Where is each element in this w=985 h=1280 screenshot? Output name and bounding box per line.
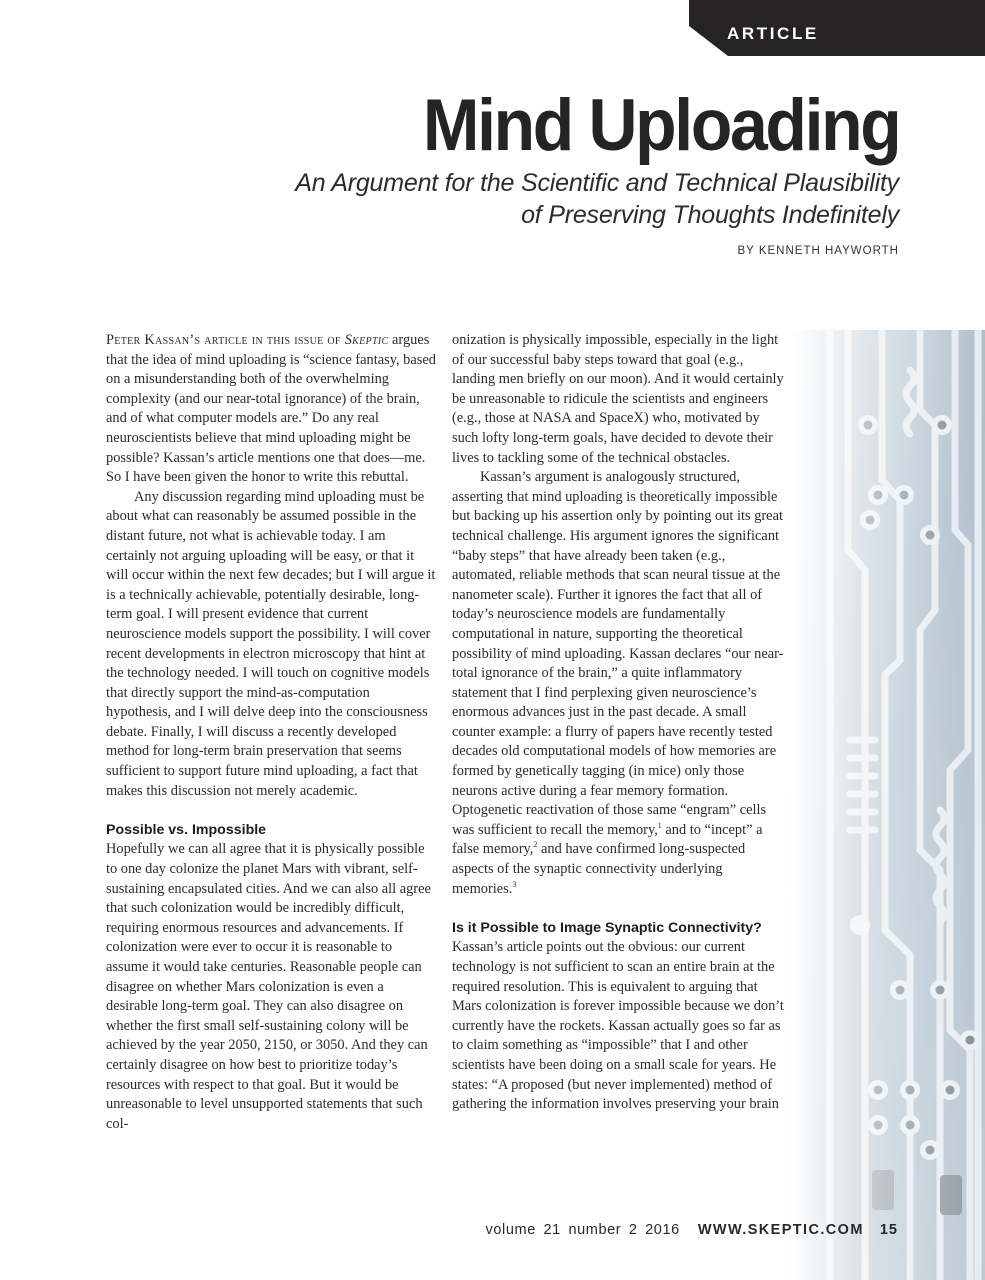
paragraph: onization is physically impossible, especially in the light of our successful baby steps toward that goal (e.g., landing men briefly on our moon). And it would certainly be unreasonable to ridicule the scientists and engineers (e.g., those at NASA and SpaceX) who, motivated by such lofty long-term goals, have decided to devote their lives to tackling some of the technical obstacles.: [452, 332, 784, 466]
paragraph-text: Kassan’s argument is analogously structured, asserting that mind uploading is theoretically impossible but backing up his assertion only by pointing out its great technical challenge. His argument ignores the significant “baby steps” that have already been taken (e.g., automated, reliable methods that scan neural tissue at the nanometer scale). Further it ignores the fact that all of today’s neuroscience models are fundamentally computational in nature, supporting the theoretical possibility of mind uploading. Kassan declares “our near-total ignorance of the brain,” a quite inflammatory statement that I find perplexing given neuroscience’s enormous advances just in the past decade. A small counter example: a flurry of papers have recently tested decades old computational models of how memories are formed by genetically tagging (in mice) only those neurons active during a fear memory formation. Optogenetic reactivation of those same “engram” cells was sufficient to recall the memory,: [452, 469, 784, 838]
paragraph: Kassan’s article points out the obvious: our current technology is not sufficient to scan an entire brain at the required resolution. This is equivalent to arguing that Mars colonization is forever impossible because we don’t currently have the rockets. Kassan actually goes so far as to claim something as “impossible” that I and other scientists have been doing on a small scale for years. He states: “A proposed (but never implemented) method of gathering the information involves preserving your brain: [452, 939, 784, 1113]
body-column-1: [106, 331, 436, 1134]
lead-in-smallcaps: Peter Kassan’s article in this issue of: [106, 332, 345, 348]
body-column-2: [452, 331, 784, 1115]
section-heading: Possible vs. Impossible: [106, 821, 267, 838]
paragraph-text: and have confirmed long-suspected aspects of the synaptic connectivity underlying memories.: [452, 841, 746, 897]
paragraph: [452, 468, 784, 899]
subtitle-line-1: An Argument for the Scientific and Technical Plausibility: [295, 169, 899, 197]
page-footer: [486, 1222, 898, 1238]
paragraph-text: and to “incept” a false memory,: [452, 821, 763, 858]
paragraph: Any discussion regarding mind uploading must be about what can reasonably be assumed possible in the distant future, not what is achievable today. I am certainly not arguing uploading will be easy, or that it will occur within the next few decades; but I will argue it is a technically achievable, potentially desirable, long-term goal. I will present evidence that current neuroscience models support the possibility. I will cover recent developments in electron microscopy that hint at the technology needed. I will touch on cognitive models that directly support the mind-as-computation hypothesis, and I will delve deep into the consciousness debate. Finally, I will discuss a recently developed method for long-term brain preservation that seems sufficient to support future mind uploading, a fact that makes this discussion not merely academic.: [106, 488, 436, 799]
footnote-ref-1: 1: [657, 820, 662, 830]
circuit-board-image: [790, 330, 985, 1280]
page-number: 15: [879, 1222, 898, 1238]
issue-info: volume 21 number 2 2016: [485, 1222, 680, 1238]
paragraph-text: argues that the idea of mind uploading is “science fantasy, based on a misunderstanding both of the overwhelming complexity (and our near-total ignorance) of the brain, and of what computer models are.” Do any real neuroscientists believe that mind uploading might be possible? Kassan’s article mentions one that does—me. So I have been given the honor to write this rebuttal.: [106, 332, 436, 486]
article-title: Mind Uploading: [422, 85, 899, 166]
footnote-ref-2: 2: [533, 840, 538, 850]
footnote-ref-3: 3: [512, 879, 517, 889]
author-byline: BY KENNETH HAYWORTH: [737, 245, 899, 257]
website-link[interactable]: WWW.SKEPTIC.COM: [697, 1222, 864, 1238]
subtitle-line-2: of Preserving Thoughts Indefinitely: [521, 201, 899, 229]
section-tab-label: ARTICLE: [727, 24, 819, 43]
magazine-name: Skeptic: [344, 332, 389, 348]
section-heading: Is it Possible to Image Synaptic Connectivity?: [452, 919, 762, 936]
article-subtitle: [295, 167, 899, 231]
paragraph: Hopefully we can all agree that it is physically possible to one day colonize the planet Mars with vibrant, self-sustaining encapsulated cities. And we can also all agree that such colonization would be incredibly difficult, requiring enormous resources and advancements. If colonization were ever to occur it is reasonable to assume it would take centuries. Reasonable people can disagree on whether Mars colonization is even a desirable long-term goal. They can also disagree on whether the first small self-sustaining colony will be achieved by the year 2050, 2150, or 3050. And they can certainly disagree on how best to prioritize today’s resources with respect to that goal. But it would be unreasonable to level unsupported statements that such col-: [106, 841, 431, 1132]
paragraph: [106, 331, 436, 488]
